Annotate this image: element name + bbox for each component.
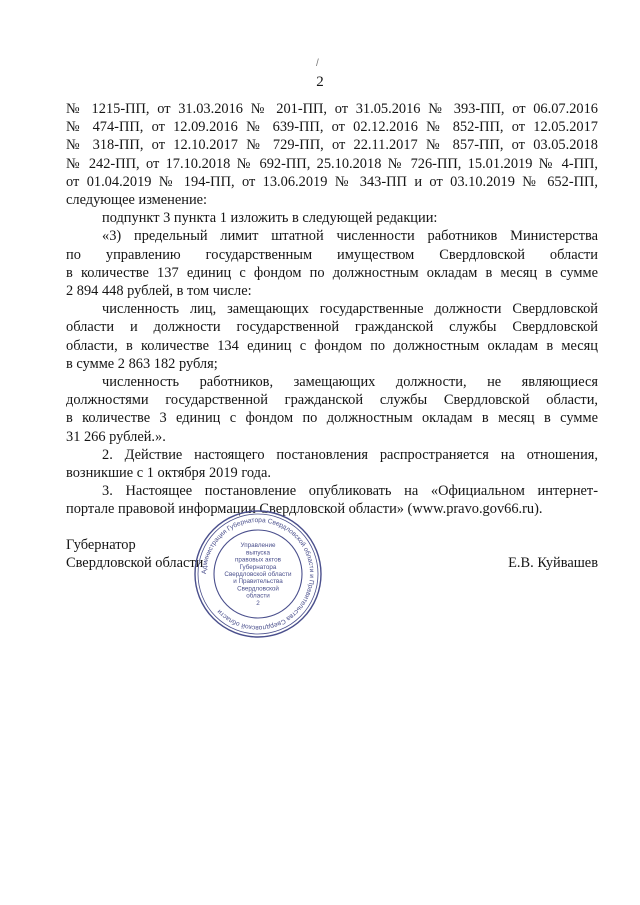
text-line: области и должности государственной гражданской службы Свердловской bbox=[66, 319, 598, 336]
stamp-center-line: правовых актов bbox=[235, 556, 281, 564]
stamp-center-line: выпуска bbox=[246, 549, 270, 557]
text-line: области, в количестве 134 единиц с фондом по должностным окладам в месяц bbox=[66, 337, 598, 354]
text-line: от 01.04.2019 № 194-ПП, от 13.06.2019 № 343-ПП и от 03.10.2019 № 652-ПП, bbox=[66, 173, 598, 190]
document-body bbox=[66, 100, 598, 519]
text-line: «3) предельный лимит штатной численности работников Министерства bbox=[102, 228, 598, 245]
text-line: в сумме 2 863 182 рубля; bbox=[66, 355, 218, 372]
stamp-center-line: Губернатора bbox=[239, 563, 277, 571]
official-stamp bbox=[192, 508, 324, 640]
text-line: возникшие с 1 октября 2019 года. bbox=[66, 465, 271, 482]
text-line: численность лиц, замещающих государственные должности Свердловской bbox=[102, 301, 598, 318]
text-line: 2. Действие настоящего постановления распространяется на отношения, bbox=[102, 446, 598, 463]
text-line: 2 894 448 рублей, в том числе: bbox=[66, 283, 252, 300]
stamp-center-line: Свердловской области bbox=[224, 571, 292, 578]
text-line: следующее изменение: bbox=[66, 192, 208, 209]
page-number: 2 bbox=[316, 74, 324, 90]
text-line: № 1215-ПП, от 31.03.2016 № 201-ПП, от 31.05.2016 № 393-ПП, от 06.07.2016 bbox=[66, 101, 598, 117]
stamp-seal bbox=[192, 508, 324, 640]
stamp-center-line: Управление bbox=[240, 542, 276, 550]
text-line: численность работников, замещающих должности, не являющиеся bbox=[102, 374, 598, 391]
text-line: подпункт 3 пункта 1 изложить в следующей редакции: bbox=[102, 210, 438, 227]
text-line: 3. Настоящее постановление опубликовать на «Официальном интернет- bbox=[102, 483, 598, 500]
signature-title-line-2: Свердловской области bbox=[66, 555, 204, 572]
stamp-ring-text: Администрация Губернатора Свердловской области и Правительства Свердловской области bbox=[200, 516, 316, 632]
text-line: портале правовой информации Свердловской области» (www.pravo.gov66.ru). bbox=[66, 501, 543, 518]
stamp-center-line: 2 bbox=[256, 599, 260, 607]
text-line: в количестве 137 единиц с фондом по должностным окладам в месяц в сумме bbox=[66, 264, 598, 281]
text-line: по управлению государственным имуществом Свердловской области bbox=[66, 246, 598, 263]
stamp-center-line: области bbox=[246, 592, 270, 600]
stamp-center-line: Свердловской bbox=[237, 585, 279, 593]
stamp-center-line: и Правительства bbox=[233, 578, 283, 586]
text-line: 31 266 рублей.». bbox=[66, 428, 166, 445]
text-line: № 474-ПП, от 12.09.2016 № 639-ПП, от 02.12.2016 № 852-ПП, от 12.05.2017 bbox=[66, 119, 598, 136]
signature-title-line-1: Губернатор bbox=[66, 537, 136, 553]
signature-name: Е.В. Куйвашев bbox=[508, 555, 598, 571]
text-line: в количестве 3 единиц с фондом по должностным окладам в месяц в сумме bbox=[66, 410, 598, 427]
text-line: № 242-ПП, от 17.10.2018 № 692-ПП, 25.10.2018 № 726-ПП, 15.01.2019 № 4-ПП, bbox=[66, 155, 598, 172]
scan-tick-mark: / bbox=[316, 58, 319, 69]
signature-title bbox=[66, 536, 203, 572]
text-line: № 318-ПП, от 12.10.2017 № 729-ПП, от 22.11.2017 № 857-ПП, от 03.05.2018 bbox=[66, 137, 598, 154]
text-line: должностями государственной гражданской службы Свердловской области, bbox=[66, 392, 598, 409]
